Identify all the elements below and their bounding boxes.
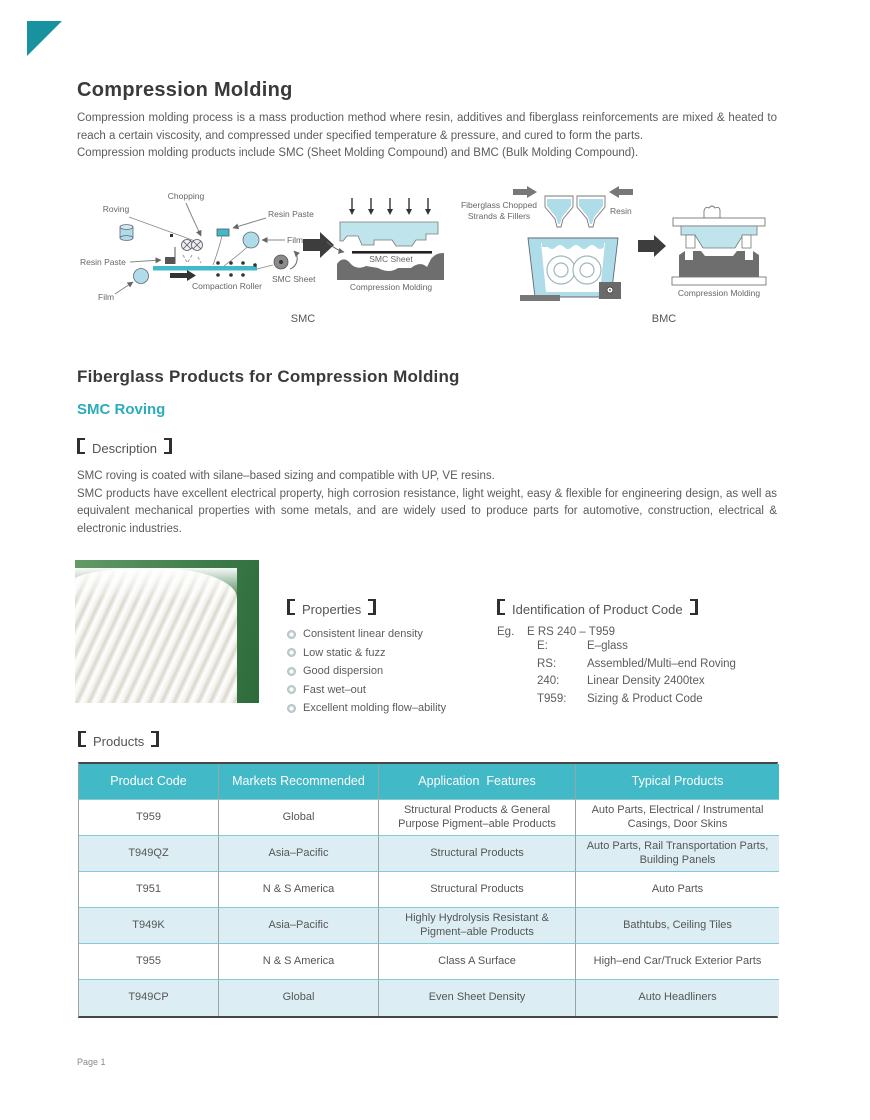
smc-sheet-roll-core (279, 260, 283, 264)
code-term: E: (537, 640, 548, 652)
identification-heading (497, 598, 736, 617)
properties-heading-text: Properties (302, 602, 362, 617)
identification-example-row (497, 626, 736, 638)
cell-product-code: T949QZ (79, 836, 219, 872)
intro-paragraph-1: Compression molding process is a mass production method where resin, additives and fiberglass reinforcements are mixed & heated to reach a certain viscosity, and compressed under specified temperature & pressure, and cured to form the parts. (77, 112, 777, 142)
properties-block (287, 598, 446, 718)
code-term: T959: (537, 692, 567, 705)
label-chopping: Chopping (167, 191, 205, 201)
description-line-2: SMC products have excellent electrical property, high corrosion resistance, light weight, easy & flexible for engineering design, as well as equivalent mechanical properties with some metals, and are widely used to produce parts for automotive, construction, electrical & electronic industries. (77, 487, 777, 535)
film-roll-left-icon (134, 269, 149, 284)
cell-markets: Global (219, 800, 379, 836)
list-item (287, 699, 446, 718)
feed-arrow-left-icon (513, 186, 537, 198)
cell-markets: Global (219, 980, 379, 1016)
press-force-arrowheads (349, 209, 431, 215)
bracket-right-icon (368, 599, 376, 615)
label-resin: Resin (610, 206, 632, 216)
property-text: Low static & fuzz (303, 646, 386, 659)
label-compression-molding-smc: Compression Molding (349, 282, 433, 292)
gear-bullet-icon (287, 685, 296, 694)
fiberglass-spool (75, 568, 237, 703)
list-item (287, 625, 446, 644)
label-film-right: Film (287, 235, 304, 245)
code-meaning: E–glass (587, 640, 628, 652)
label-fiberglass-chopped-1: Fiberglass Chopped (460, 200, 538, 210)
cell-features: Structural Products (379, 872, 576, 908)
products-heading-text: Products (93, 734, 145, 749)
products-heading (78, 730, 159, 749)
feed-arrow-right-icon (609, 186, 633, 198)
cell-product-code: T949CP (79, 980, 219, 1016)
mixer-icon (520, 238, 621, 301)
cell-features: Even Sheet Density (379, 980, 576, 1016)
process-diagram (75, 185, 865, 330)
label-resin-paste-top: Resin Paste (268, 209, 314, 219)
column-header: Typical Products (576, 764, 779, 800)
resin-paste-top-arrow (233, 218, 266, 228)
list-item (287, 681, 446, 700)
cell-features: Class A Surface (379, 944, 576, 980)
flow-arrow-bmc (638, 235, 666, 257)
hopper-resin-icon (577, 196, 605, 227)
cell-typical: High–end Car/Truck Exterior Parts (576, 944, 779, 980)
bracket-right-icon (164, 438, 172, 454)
cell-product-code: T951 (79, 872, 219, 908)
resin-paste-left-arrow (130, 260, 161, 262)
property-text: Consistent linear density (303, 628, 423, 641)
roving-strand-line (129, 217, 195, 241)
chopped-strands (183, 255, 201, 263)
property-text: Fast wet–out (303, 683, 366, 696)
sheet-to-roll-line (257, 265, 273, 269)
cell-typical: Bathtubs, Ceiling Tiles (576, 908, 779, 944)
caption-smc: SMC (290, 313, 316, 325)
label-fiberglass-chopped-2: Strands & Fillers (467, 211, 531, 221)
identification-row (497, 691, 736, 709)
roving-photo (75, 560, 259, 703)
intro-paragraph-2: Compression molding products include SMC (Sheet Molding Compound) and BMC (Bulk Molding Compound). (77, 147, 639, 160)
flow-arrow-smc (303, 232, 334, 258)
products-table (78, 762, 778, 1018)
bracket-right-icon (151, 731, 159, 747)
identification-row (497, 638, 736, 656)
strand-guide-1 (170, 234, 173, 237)
bracket-left-icon (78, 731, 86, 747)
cell-features: Highly Hydrolysis Resistant & Pigment–able Products (379, 908, 576, 944)
gear-bullet-icon (287, 648, 296, 657)
cell-markets: N & S America (219, 944, 379, 980)
cell-typical: Auto Parts, Rail Transportation Parts, Building Panels (576, 836, 779, 872)
cell-product-code: T949K (79, 908, 219, 944)
cell-product-code: T959 (79, 800, 219, 836)
intro-paragraphs (77, 110, 777, 163)
description-line-1: SMC roving is coated with silane–based sizing and compatible with UP, VE resins. (77, 470, 495, 482)
code-term: RS: (537, 657, 557, 670)
example-code: E RS 240 – T959 (527, 626, 616, 638)
bracket-right-icon (690, 599, 698, 615)
cell-features: Structural Products (379, 836, 576, 872)
identification-heading-text: Identification of Product Code (512, 602, 683, 617)
label-smc-sheet: SMC Sheet (369, 254, 413, 264)
hopper-fiberglass-icon (545, 196, 573, 227)
caption-bmc: BMC (651, 313, 677, 325)
code-meaning: Assembled/Multi–end Roving (587, 657, 736, 670)
properties-heading (287, 598, 446, 617)
property-text: Excellent molding flow–ability (303, 702, 447, 715)
code-term: 240: (537, 675, 560, 688)
column-header: Product Code (79, 764, 219, 800)
identification-row (497, 656, 736, 674)
cell-markets: Asia–Pacific (219, 908, 379, 944)
label-compression-molding-bmc: Compression Molding (677, 288, 761, 298)
roving-cylinder-icon (120, 225, 133, 241)
bracket-left-icon (287, 599, 295, 615)
corner-mark-icon (27, 21, 64, 58)
label-roving: Roving (102, 204, 130, 214)
label-film-left: Film (98, 292, 115, 302)
label-resin-paste-left: Resin Paste (80, 257, 126, 267)
page-title: Compression Molding (77, 79, 293, 101)
roll-rotation-arrow (290, 251, 297, 269)
chopping-arrow (186, 203, 201, 236)
film-roll-right-icon (243, 232, 259, 248)
code-meaning: Linear Density 2400tex (587, 675, 705, 688)
page-number: Page 1 (77, 1057, 106, 1067)
gear-bullet-icon (287, 667, 296, 676)
property-text: Good dispersion (303, 665, 384, 678)
bmc-press-icon (672, 206, 766, 285)
label-smc-sheet-roll: SMC Sheet (272, 274, 316, 284)
cell-product-code: T955 (79, 944, 219, 980)
section-title: Fiberglass Products for Compression Molding (77, 367, 460, 386)
code-meaning: Sizing & Product Code (587, 692, 703, 705)
cell-features: Structural Products & General Purpose Pigment–able Products (379, 800, 576, 836)
properties-list (287, 625, 446, 718)
identification-row (497, 673, 736, 691)
bracket-left-icon (77, 438, 85, 454)
resin-paste-box (217, 229, 229, 236)
press-force-arrows (352, 198, 428, 209)
description-heading (77, 437, 172, 456)
bracket-left-icon (497, 599, 505, 615)
chopper-icon (182, 240, 203, 251)
gear-bullet-icon (287, 704, 296, 713)
list-item (287, 662, 446, 681)
doctor-box (165, 257, 175, 264)
cell-markets: Asia–Pacific (219, 836, 379, 872)
column-header: Markets Recommended (219, 764, 379, 800)
column-header: Application Features (379, 764, 576, 800)
cell-typical: Auto Parts, Electrical / Instrumental Casings, Door Skins (576, 800, 779, 836)
cell-typical: Auto Headliners (576, 980, 779, 1016)
description-heading-text: Description (92, 441, 158, 456)
section-subtitle: SMC Roving (77, 401, 166, 418)
identification-block (497, 598, 736, 708)
eg-label: Eg. (497, 626, 515, 638)
label-compaction-roller: Compaction Roller (192, 281, 262, 291)
cell-typical: Auto Parts (576, 872, 779, 908)
upper-mold-smc (340, 222, 438, 246)
belt-direction-arrow (170, 270, 196, 281)
conveyor-belt (153, 266, 257, 271)
film-left-arrow (115, 282, 133, 294)
cell-markets: N & S America (219, 872, 379, 908)
description-paragraphs (77, 468, 777, 538)
list-item (287, 644, 446, 663)
gear-bullet-icon (287, 630, 296, 639)
